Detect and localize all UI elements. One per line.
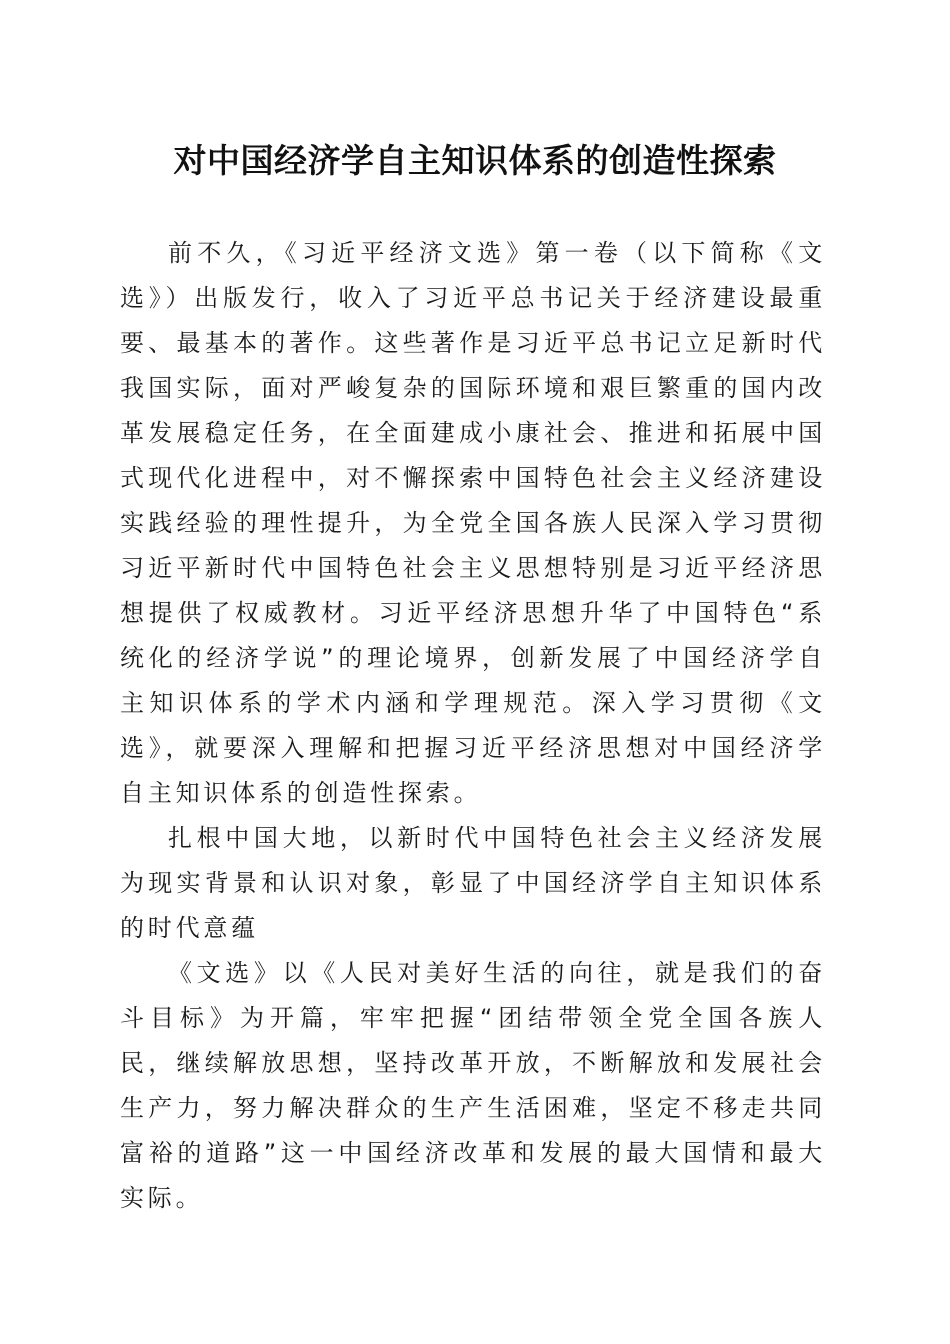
document-body <box>120 231 826 1221</box>
paragraph-section-heading: 扎根中国大地，以新时代中国特色社会主义经济发展为现实背景和认识对象，彰显了中国经济学自主知识体系的时代意蕴 <box>120 824 826 942</box>
paragraph-intro: 前不久，《习近平经济文选》第一卷（以下简称《文选》）出版发行，收入了习近平总书记关于经济建设最重要、最基本的著作。这些著作是习近平总书记立足新时代我国实际，面对严峻复杂的国际环境和艰巨繁重的国内改革发展稳定任务，在全面建成小康社会、推进和拓展中国式现代化进程中，对不懈探索中国特色社会主义经济建设实践经验的理性提升，为全党全国各族人民深入学习贯彻习近平新时代中国特色社会主义思想特别是习近平经济思想提供了权威教材。习近平经济思想升华了中国特色“系统化的经济学说”的理论境界，创新发展了中国经济学自主知识体系的学术内涵和学理规范。深入学习贯彻《文选》，就要深入理解和把握习近平经济思想对中国经济学自主知识体系的创造性探索。 <box>120 239 826 807</box>
document-title: 对中国经济学自主知识体系的创造性探索 <box>173 141 777 180</box>
paragraph-wenxuan-opening: 《文选》以《人民对美好生活的向往，就是我们的奋斗目标》为开篇，牢牢把握“团结带领全党全国各族人民，继续解放思想，坚持改革开放，不断解放和发展社会生产力，努力解决群众的生产生活困难，坚定不移走共同富裕的道路”这一中国经济改革和发展的最大国情和最大实际。 <box>120 959 826 1212</box>
